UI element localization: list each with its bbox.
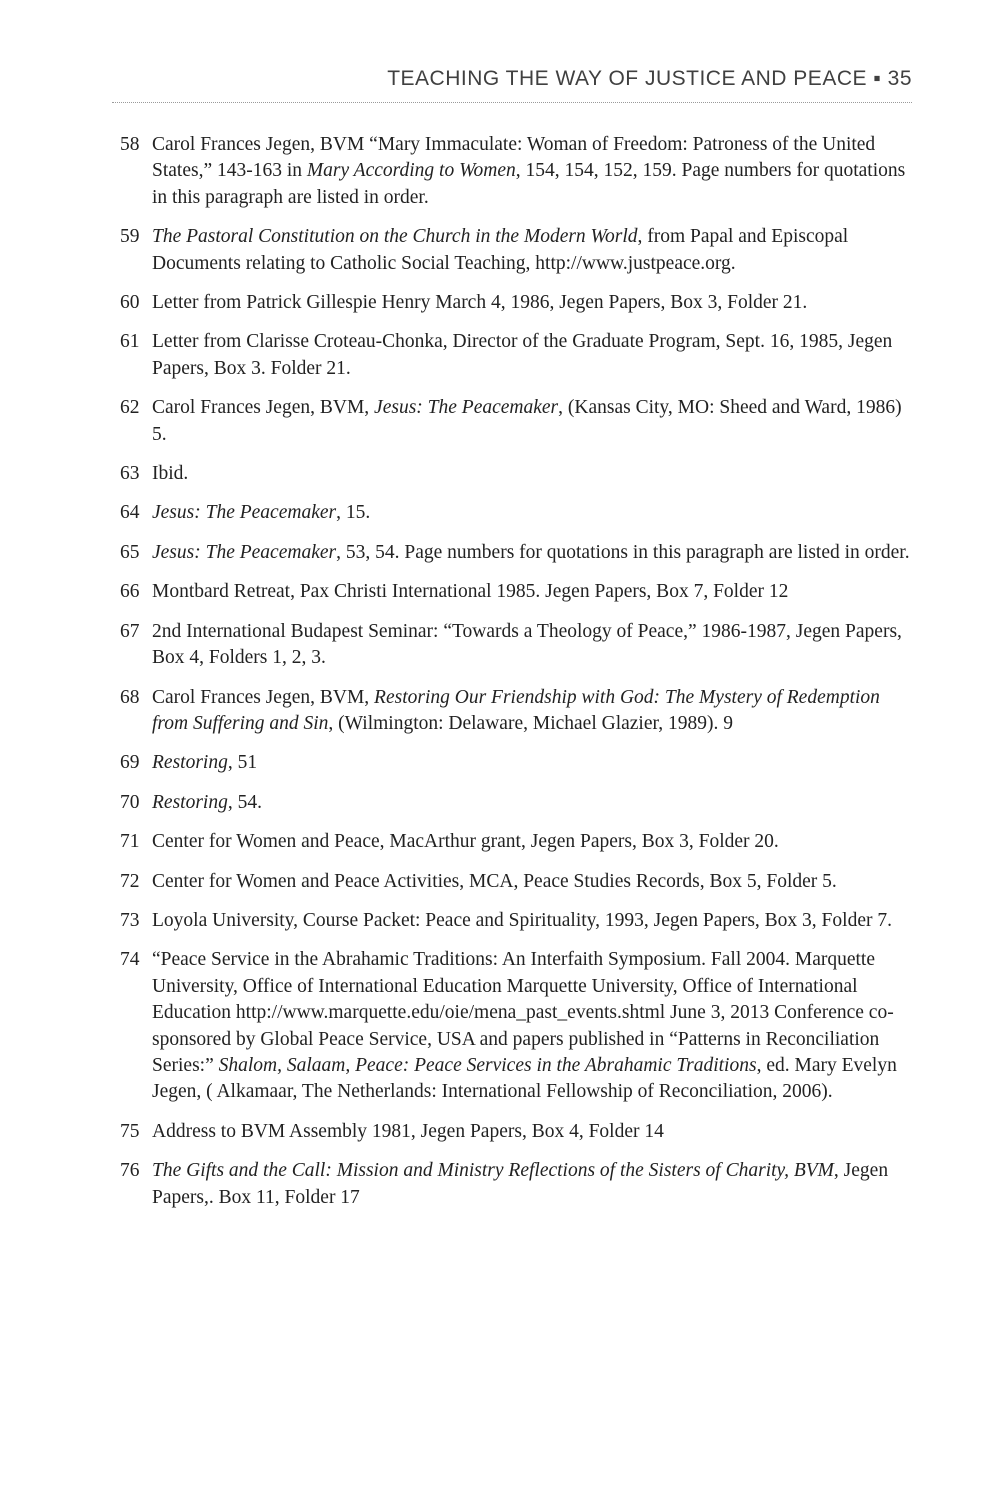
endnote-74 — [120, 947, 920, 1105]
endnote-number: 69 — [120, 752, 140, 774]
endnote-65 — [120, 540, 920, 566]
endnotes-list — [120, 132, 920, 1224]
endnote-text-segment: , (Kansas City, MO: Sheed and Ward, 1986) 5. — [152, 397, 902, 445]
endnote-text — [152, 224, 920, 277]
endnote-number: 74 — [120, 949, 140, 971]
endnote-italic-title: Restoring — [152, 752, 228, 774]
endnote-number: 75 — [120, 1120, 140, 1142]
endnote-text — [152, 500, 920, 526]
endnote-text-segment: Ibid. — [152, 463, 189, 485]
endnote-60 — [120, 290, 920, 316]
endnote-text — [152, 869, 920, 895]
endnote-italic-title: Shalom, Salaam, Peace: Peace Services in the Abrahamic Traditions — [218, 1054, 757, 1076]
endnote-text-segment: , (Wilmington: Delaware, Michael Glazier, 1989). 9 — [328, 712, 733, 734]
endnote-italic-title: Restoring — [152, 791, 228, 813]
endnote-italic-title: Jesus: The Peacemaker — [152, 541, 337, 563]
endnote-italic-title: The Pastoral Constitution on the Church in the Modern World — [152, 226, 638, 248]
endnote-text-segment: Center for Women and Peace, MacArthur grant, Jegen Papers, Box 3, Folder 20. — [152, 831, 779, 853]
endnote-text — [152, 1158, 920, 1211]
endnote-75 — [120, 1119, 920, 1145]
endnote-text — [152, 329, 920, 382]
endnote-number: 58 — [120, 134, 140, 155]
endnote-59 — [120, 224, 920, 277]
endnote-number: 63 — [120, 463, 140, 485]
endnote-61 — [120, 329, 920, 382]
endnote-72 — [120, 869, 920, 895]
endnote-70 — [120, 790, 920, 816]
endnote-text-segment: Center for Women and Peace Activities, MCA, Peace Studies Records, Box 5, Folder 5. — [152, 870, 837, 892]
endnote-68 — [120, 685, 920, 738]
endnote-number: 73 — [120, 909, 140, 931]
endnote-italic-title: Mary According to Women — [306, 160, 516, 182]
endnote-number: 68 — [120, 686, 140, 708]
endnote-text-segment: , 53, 54. Page numbers for quotations in this paragraph are listed in order. — [336, 541, 910, 563]
endnote-58 — [120, 132, 920, 211]
endnote-64 — [120, 500, 920, 526]
endnote-69 — [120, 750, 920, 776]
endnote-text — [152, 132, 920, 211]
endnote-text-segment: Address to BVM Assembly 1981, Jegen Papers, Box 4, Folder 14 — [152, 1120, 664, 1142]
endnote-text-segment: , 51 — [227, 752, 258, 774]
endnote-number: 61 — [120, 331, 140, 353]
endnote-italic-title: Jesus: The Peacemaker — [374, 397, 559, 419]
endnote-76 — [120, 1158, 920, 1211]
endnote-text-segment: Montbard Retreat, Pax Christi International 1985. Jegen Papers, Box 7, Folder 12 — [152, 581, 789, 603]
endnote-number: 70 — [120, 791, 140, 813]
endnote-73 — [120, 908, 920, 934]
endnote-italic-title: Jesus: The Peacemaker — [152, 502, 337, 524]
running-head — [112, 66, 912, 103]
endnote-text-segment: Carol Frances Jegen, BVM, — [152, 397, 375, 419]
endnote-63 — [120, 461, 920, 487]
endnote-text-segment: Carol Frances Jegen, BVM “Mary Immaculate: Woman of Freedom: Patroness of the United States,” 143-163 in — [152, 134, 876, 182]
endnote-text-segment: “Peace Service in the Abrahamic Traditions: An Interfaith Symposium. Fall 2004. Marquette University, Office of International Education Marquette University, Office of International Education http://www.marquette.edu/oie/mena_past_events.shtml June 3, 2013 Conference co-sponsored by Global Peace Service, USA and papers published in “Patterns in Reconciliation Series:” — [152, 949, 894, 1076]
endnote-text-segment: , 154, 154, 152, 159. Page numbers for quotations in this paragraph are listed in order. — [152, 160, 906, 208]
endnote-text-segment: , 54. — [227, 791, 262, 813]
endnote-62 — [120, 395, 920, 448]
endnote-text — [152, 290, 920, 316]
endnote-text-segment: , Jegen Papers,. Box 11, Folder 17 — [152, 1160, 889, 1208]
endnote-number: 67 — [120, 620, 140, 642]
endnote-text-segment: , 15. — [336, 502, 371, 524]
endnote-text — [152, 461, 920, 487]
endnote-71 — [120, 829, 920, 855]
endnote-number: 59 — [120, 226, 140, 248]
endnote-italic-title: Restoring Our Friendship with God: The Mystery of Redemption from Suffering and Sin — [152, 686, 880, 734]
endnote-italic-title: The Gifts and the Call: Mission and Ministry Reflections of the Sisters of Charity, BVM — [152, 1160, 834, 1182]
endnote-text — [152, 540, 920, 566]
endnote-text — [152, 750, 920, 776]
endnote-text — [152, 1119, 920, 1145]
header-separator: ▪ — [873, 67, 882, 90]
endnote-text — [152, 947, 920, 1105]
endnote-text — [152, 908, 920, 934]
endnote-number: 72 — [120, 870, 140, 892]
endnote-number: 76 — [120, 1160, 140, 1182]
endnote-text — [152, 790, 920, 816]
endnote-number: 62 — [120, 397, 140, 419]
endnote-text-segment: , from Papal and Episcopal Documents relating to Catholic Social Teaching, http://www.justpeace.org. — [152, 226, 849, 274]
endnote-number: 71 — [120, 831, 140, 853]
endnote-number: 66 — [120, 581, 140, 603]
endnote-number: 60 — [120, 292, 140, 314]
endnote-text — [152, 579, 920, 605]
endnote-text — [152, 395, 920, 448]
endnote-66 — [120, 579, 920, 605]
endnote-number: 65 — [120, 541, 140, 563]
running-title: TEACHING THE WAY OF JUSTICE AND PEACE — [387, 67, 867, 90]
endnote-number: 64 — [120, 502, 140, 524]
endnote-text — [152, 619, 920, 672]
endnote-text-segment: Loyola University, Course Packet: Peace and Spirituality, 1993, Jegen Papers, Box 3, Folder 7. — [152, 909, 892, 931]
endnote-text-segment: Letter from Clarisse Croteau-Chonka, Director of the Graduate Program, Sept. 16, 1985, Jegen Papers, Box 3. Folder 21. — [152, 331, 893, 379]
endnote-67 — [120, 619, 920, 672]
endnote-text-segment: 2nd International Budapest Seminar: “Towards a Theology of Peace,” 1986-1987, Jegen Papers, Box 4, Folders 1, 2, 3. — [152, 620, 902, 669]
endnote-text-segment: , ed. Mary Evelyn Jegen, ( Alkamaar, The Netherlands: International Fellowship of Reconciliation, 2006). — [152, 1054, 897, 1103]
endnote-text-segment: Letter from Patrick Gillespie Henry March 4, 1986, Jegen Papers, Box 3, Folder 21. — [152, 292, 808, 314]
endnote-text-segment: Carol Frances Jegen, BVM, — [152, 686, 375, 708]
page-number: 35 — [887, 67, 912, 90]
endnote-text — [152, 829, 920, 855]
endnote-text — [152, 685, 920, 738]
